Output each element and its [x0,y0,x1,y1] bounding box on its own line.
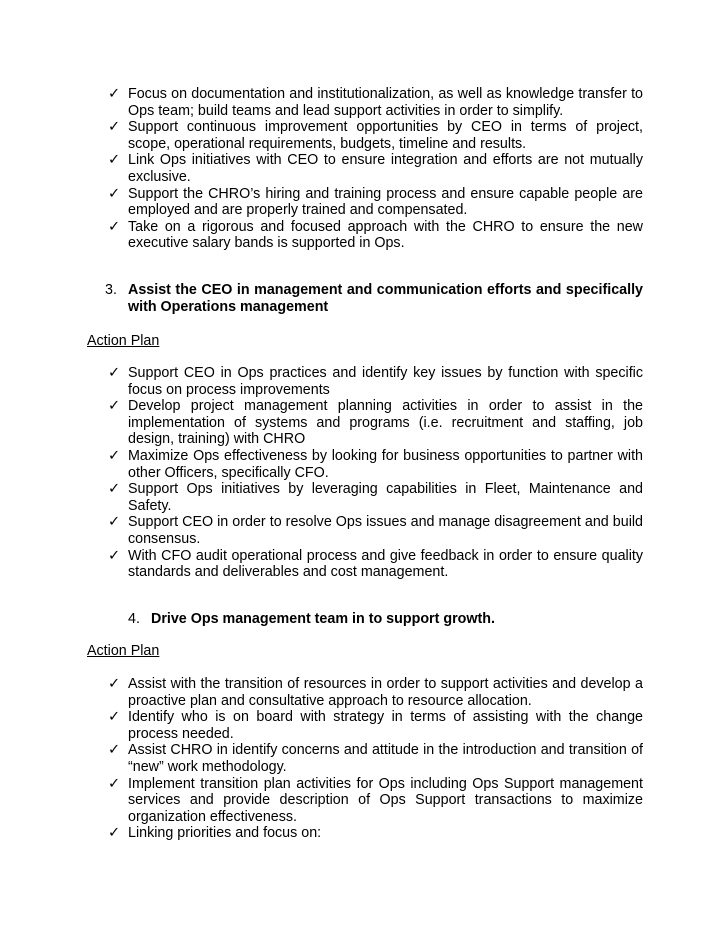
list-item [105,186,643,219]
list-item-text: Support Ops initiatives by leveraging capabilities in Fleet, Maintenance and Safety. [128,481,643,514]
list-item [105,709,643,742]
action-plan-label: Action Plan [87,643,160,659]
checkmark-icon: ✓ [108,514,120,531]
list-item-text: Take on a rigorous and focused approach with the CHRO to ensure the new executive salary bands is supported in Ops. [128,218,643,252]
checklist-section-2 [105,86,643,252]
list-item [105,481,643,514]
checkmark-icon: ✓ [108,775,120,792]
checkmark-icon: ✓ [108,152,120,169]
list-item-text: Develop project management planning activities in order to assist in the implementation of systems and programs (i.e. recruitment and staffing, job design, training) with CHRO [128,398,643,448]
section-number: 4. [128,611,140,627]
checkmark-icon: ✓ [108,825,120,842]
section-4-heading [128,611,643,628]
list-item-text: Support continuous improvement opportunities by CEO in terms of project, scope, operational requirements, budgets, timeline and results. [128,119,643,152]
list-item [105,548,643,581]
list-item-text: Assist CHRO in identify concerns and attitude in the introduction and transition of “new” work methodology. [128,742,643,775]
list-item [105,152,643,185]
list-item-text: Maximize Ops effectiveness by looking for business opportunities to partner with other Officers, specifically CFO. [128,447,643,481]
list-item-text: Support CEO in order to resolve Ops issues and manage disagreement and build consensus. [128,514,643,547]
list-item-text: Implement transition plan activities for Ops including Ops Support management services and provide description of Ops Support transactions to maximize organization effectiveness. [128,775,643,825]
checkmark-icon: ✓ [108,86,120,102]
checkmark-icon: ✓ [108,185,120,202]
list-item [105,676,643,709]
list-item [105,219,643,252]
list-item [105,119,643,152]
list-item [105,742,643,775]
list-item [105,365,643,398]
list-item [105,514,643,547]
checklist-section-3 [105,365,643,581]
section-3-heading [105,282,643,315]
list-item-text: Link Ops initiatives with CEO to ensure integration and efforts are not mutually exclusive. [128,152,643,185]
section-number: 3. [105,282,117,298]
list-item [105,398,643,448]
checkmark-icon: ✓ [108,742,120,759]
checkmark-icon: ✓ [108,398,120,415]
checkmark-icon: ✓ [108,119,120,136]
checklist-section-4 [105,676,643,842]
list-item-text: Support CEO in Ops practices and identify key issues by function with specific focus on process improvements [128,365,643,398]
checkmark-icon: ✓ [108,709,120,726]
checkmark-icon: ✓ [108,547,120,564]
list-item-text: Linking priorities and focus on: [128,825,322,842]
section-title: Assist the CEO in management and communication efforts and specifically with Operations management [128,282,643,315]
list-item-text: Identify who is on board with strategy in terms of assisting with the change process needed. [128,709,643,742]
action-plan-label: Action Plan [87,333,160,349]
checkmark-icon: ✓ [108,676,120,692]
list-item-text: With CFO audit operational process and give feedback in order to ensure quality standards and deliverables and cost management. [128,547,643,581]
list-item [105,776,643,826]
checkmark-icon: ✓ [108,447,120,464]
list-item [105,86,643,119]
list-item-text: Focus on documentation and institutionalization, as well as knowledge transfer to Ops team; build teams and lead support activities in order to simplify. [128,86,643,119]
list-item [105,448,643,481]
checkmark-icon: ✓ [108,218,120,235]
list-item [105,825,643,842]
checkmark-icon: ✓ [108,481,120,498]
section-title: Drive Ops management team in to support growth. [151,611,495,627]
list-item-text: Assist with the transition of resources in order to support activities and develop a proactive plan and consultative approach to resource allocation. [128,676,643,709]
list-item-text: Support the CHRO’s hiring and training process and ensure capable people are employed and are properly trained and compensated. [128,185,643,219]
checkmark-icon: ✓ [108,365,120,381]
